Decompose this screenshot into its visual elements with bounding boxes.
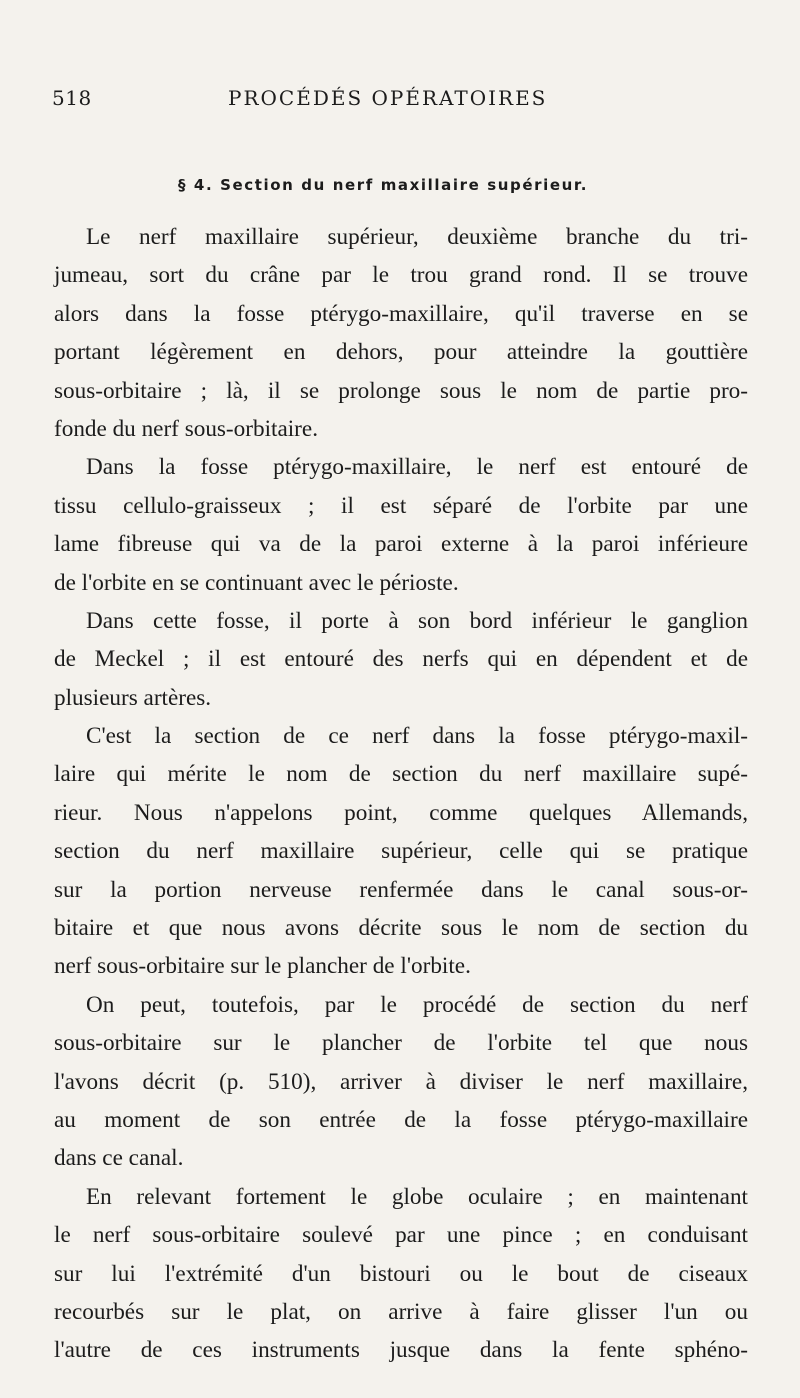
text-line: lame fibreuse qui va de la paroi externe à la paroi inférieure <box>54 531 748 558</box>
text-line: de l'orbite en se continuant avec le périoste. <box>54 569 459 596</box>
text-line: fonde du nerf sous-orbitaire. <box>54 415 318 442</box>
text-line: dans ce canal. <box>54 1145 184 1172</box>
section-title: § 4. Section du nerf maxillaire supérieur. <box>178 176 589 194</box>
text-line: l'autre de ces instruments jusque dans la fente sphéno- <box>54 1337 748 1364</box>
text-line: de Meckel ; il est entouré des nerfs qui en dépendent et de <box>54 646 748 673</box>
text-line: tissu cellulo-graisseux ; il est séparé de l'orbite par une <box>54 492 748 519</box>
body-text <box>54 218 748 1370</box>
text-line: section du nerf maxillaire supérieur, celle qui se pratique <box>54 838 748 865</box>
text-line: alors dans la fosse ptérygo-maxillaire, qu'il traverse en se <box>54 300 748 327</box>
text-line: nerf sous-orbitaire sur le plancher de l'orbite. <box>54 953 471 980</box>
text-line: On peut, toutefois, par le procédé de section du nerf <box>86 991 748 1018</box>
text-line: En relevant fortement le globe oculaire ; en maintenant <box>86 1183 748 1210</box>
text-line: jumeau, sort du crâne par le trou grand rond. Il se trouve <box>54 262 748 289</box>
text-line: sur lui l'extrémité d'un bistouri ou le bout de ciseaux <box>54 1260 748 1287</box>
text-line: rieur. Nous n'appelons point, comme quelques Allemands, <box>54 799 748 826</box>
text-line: au moment de son entrée de la fosse ptérygo-maxillaire <box>54 1106 748 1133</box>
text-line: sous-orbitaire sur le plancher de l'orbite tel que nous <box>54 1030 748 1057</box>
text-line: portant légèrement en dehors, pour atteindre la gouttière <box>54 339 748 366</box>
text-line: Dans cette fosse, il porte à son bord inférieur le ganglion <box>86 607 748 634</box>
text-line: Le nerf maxillaire supérieur, deuxième branche du tri- <box>86 224 748 250</box>
text-line: C'est la section de ce nerf dans la fosse ptérygo-maxil- <box>86 723 748 750</box>
text-line: sur la portion nerveuse renfermée dans le canal sous-or- <box>54 876 748 903</box>
running-head <box>52 86 752 116</box>
text-line: laire qui mérite le nom de section du nerf maxillaire supé- <box>54 761 748 788</box>
text-line: plusieurs artères. <box>54 684 212 711</box>
text-line: Dans la fosse ptérygo-maxillaire, le nerf est entouré de <box>86 454 748 481</box>
text-line: recourbés sur le plat, on arrive à faire glisser l'un ou <box>54 1298 748 1325</box>
running-title: PROCÉDÉS OPÉRATOIRES <box>228 86 548 110</box>
page-number: 518 <box>52 86 92 110</box>
text-line: le nerf sous-orbitaire soulevé par une pince ; en conduisant <box>54 1222 748 1249</box>
text-line: l'avons décrit (p. 510), arriver à diviser le nerf maxillaire, <box>54 1068 748 1095</box>
text-line: bitaire et que nous avons décrite sous le nom de section du <box>54 915 748 942</box>
text-line: sous-orbitaire ; là, il se prolonge sous le nom de partie pro- <box>54 377 748 404</box>
